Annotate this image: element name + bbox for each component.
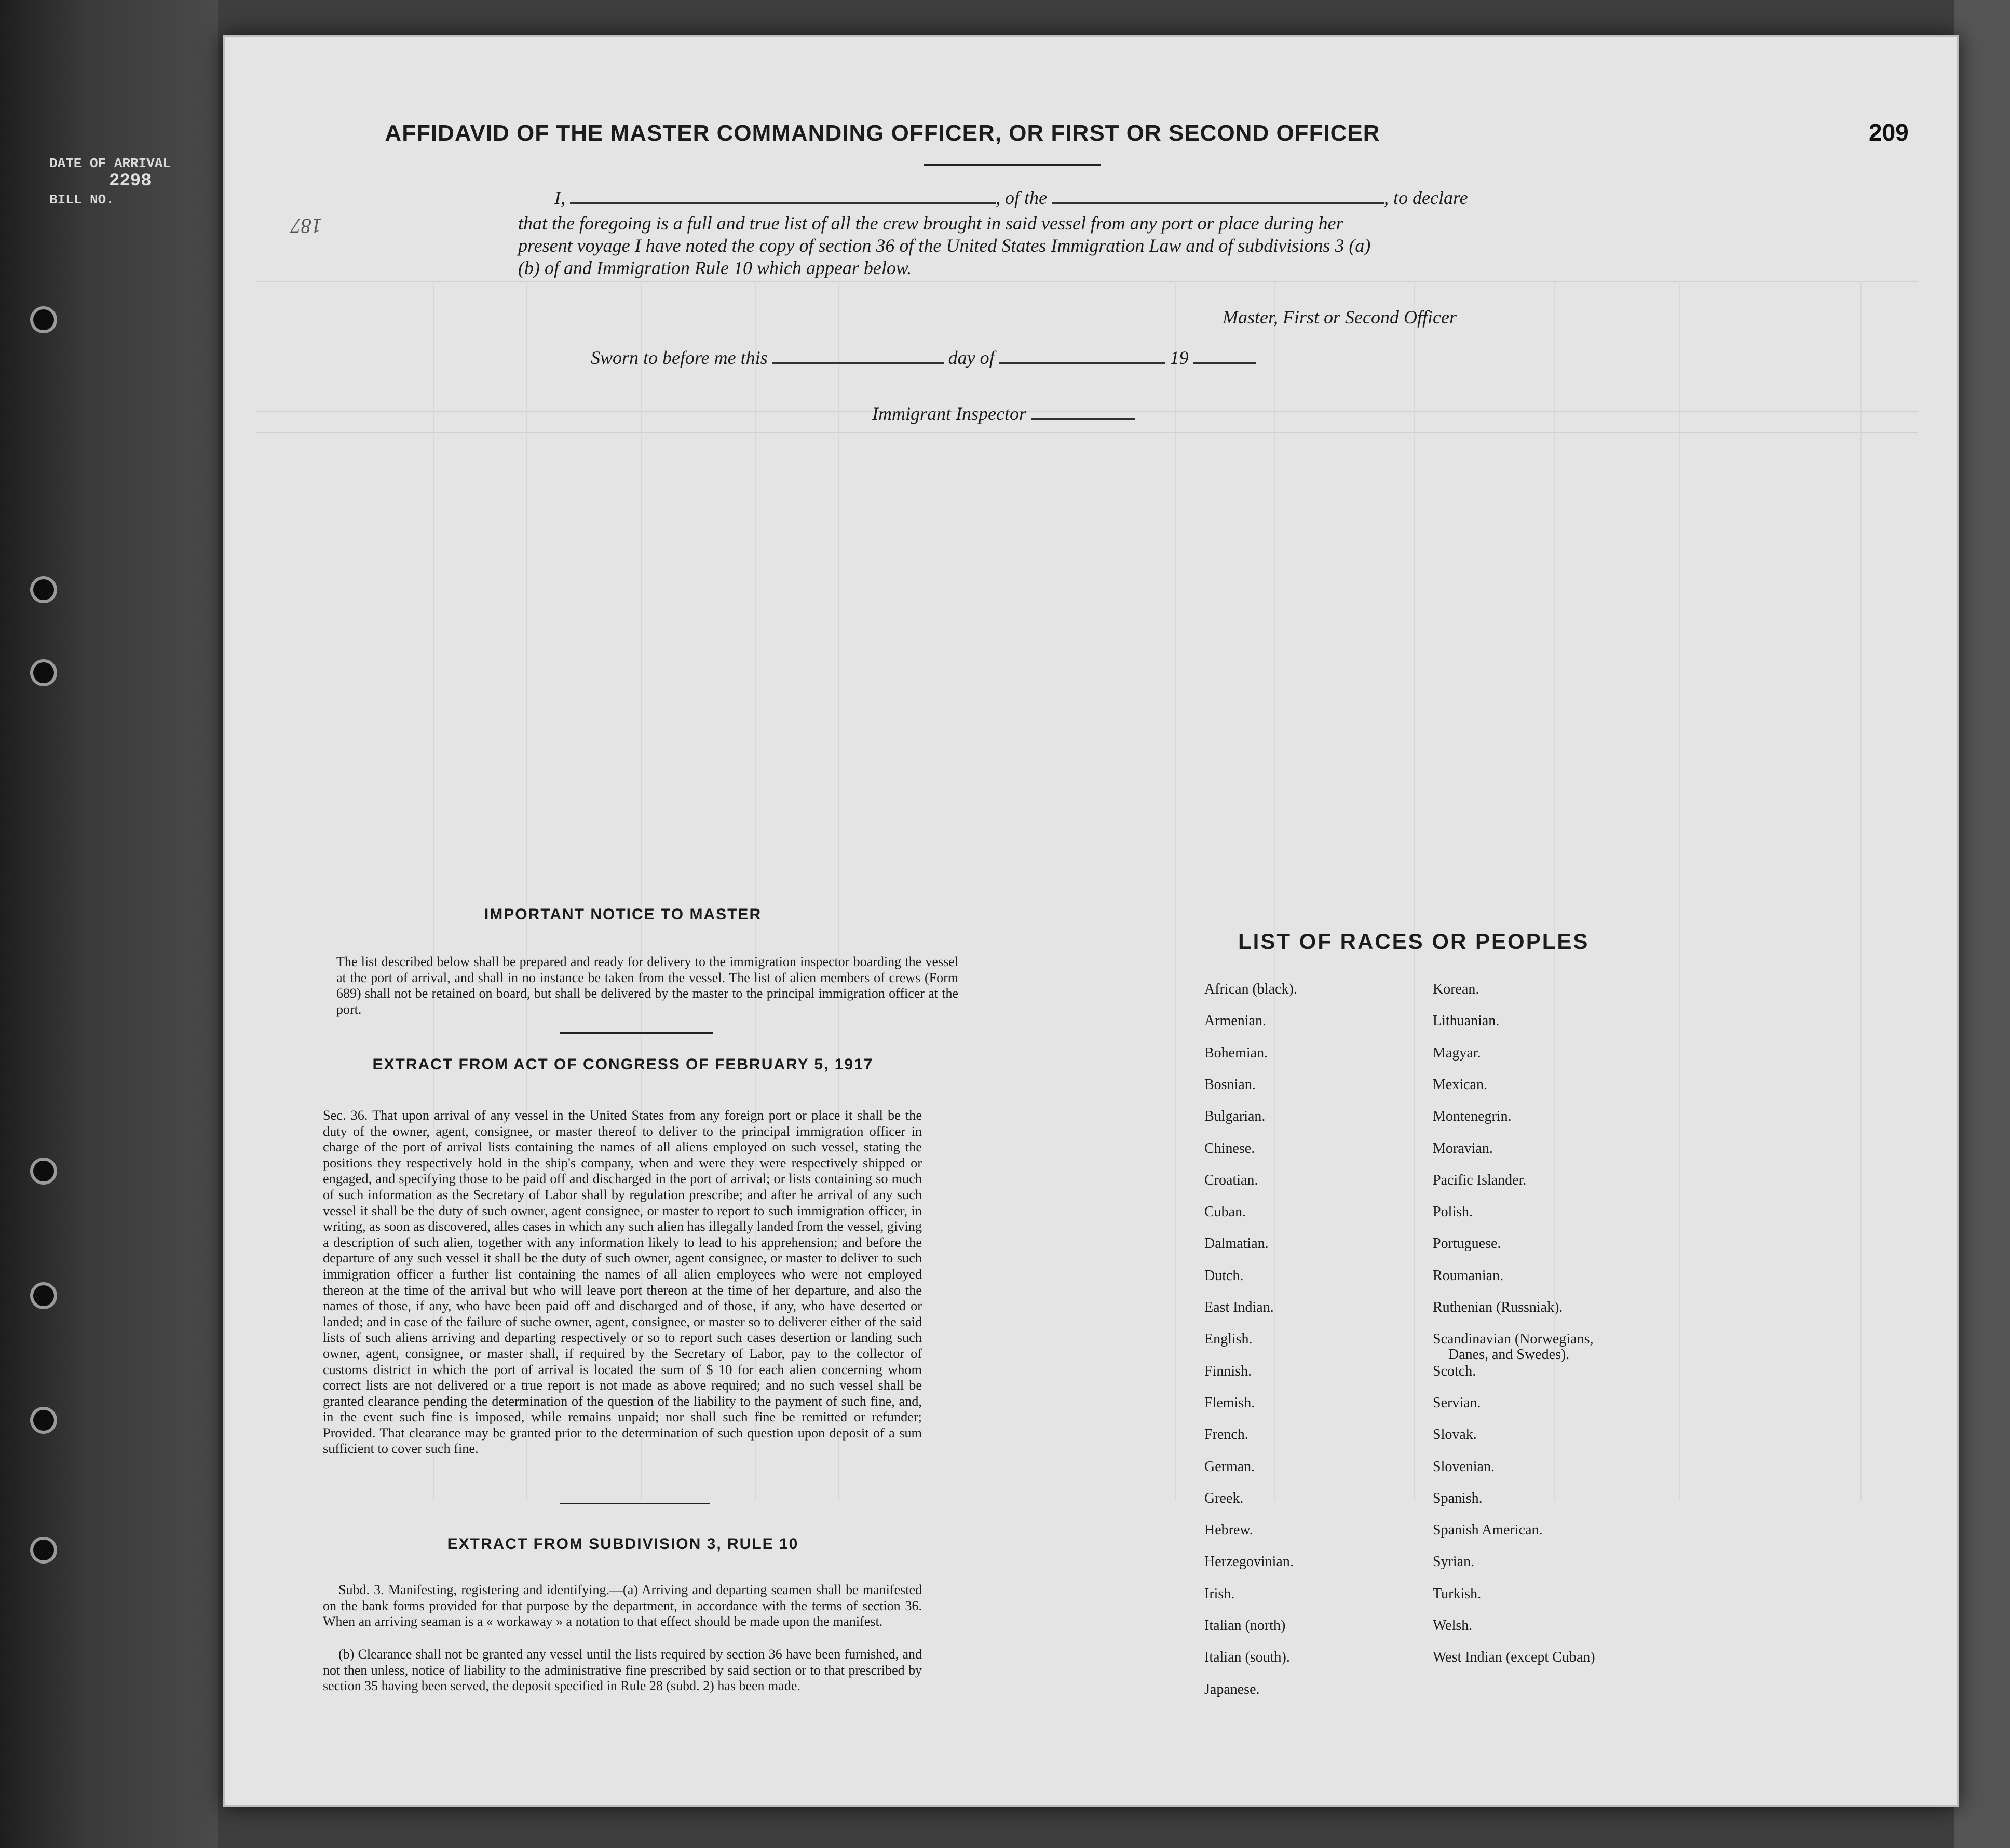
race-item: Armenian. xyxy=(1204,1013,1266,1029)
race-item: English. xyxy=(1204,1331,1253,1348)
race-item: Turkish. xyxy=(1433,1585,1482,1602)
handwritten-number: 187 xyxy=(291,214,322,238)
of-the-label: , of the xyxy=(996,187,1047,208)
inspector-line xyxy=(872,403,1135,425)
race-item: Roumanian. xyxy=(1433,1267,1504,1284)
act-text: Sec. 36. That upon arrival of any vessel in the United States from any foreign port or place it shall be the duty of the owner, agent, consignee, or master thereof to deliver to the principal immigration officer in charge of the port of arrival lists containing the names of all aliens employed on such vessel, stating the positions they respectively hold in the ship's company, when and were they were respectively shipped or engaged, and specifying those to be paid off and discharged in the port of arrival; or lists containing so much of such information as the Secretary of Labor shall by regulation prescribe; and after he arrival of any such vessel it shall be the duty of such owner, agent consignee, or master to report to such immigration officer, in writing, as soon as discovered, alles cases in which any such alien has illegally landed from the vessel, giving a description of such alien, together with any information likely to lead to his apprehension; and before the departure of any such vessel it shall be the duty of such owner, agent consignee, or master to deliver to such immigration officer a further list containing the names of all alien employees who were not employed thereon at the time of the arrival but who will leave port thereon at the time of her departure, and also the names of those, if any, who have been paid off and discharged and of those, if any, who have deserted or landed; and in case of the failure of suche owner, agent, consignee, or master so to deliverer either of the said lists of such aliens arriving and departing respectively or so to report such cases desertion or landing such owner, agent, consignee, or master shall, if required by the Secretary of Labor, pay to the collector of customs district in which the port of arrival is located the sum of $ 10 for each alien concerning whom correct lists are not delivered or a true report is not made as above required; and no such vessel shall be granted clearance pending the determination of the question of the liability to the payment of such fine, and, in the event such fine is imposed, while remains unpaid; nor shall such fine be remitted or refunder; Provided. That clearance may be granted prior to the determination of such question upon deposit of a sum sufficient to cover such fine. xyxy=(323,1108,922,1457)
race-item: Greek. xyxy=(1204,1490,1244,1506)
race-item: Lithuanian. xyxy=(1433,1013,1500,1029)
race-item: Irish. xyxy=(1204,1585,1235,1602)
race-item: Croatian. xyxy=(1204,1172,1258,1188)
side-stamp-line2: 2298 xyxy=(109,171,152,191)
punch-hole xyxy=(30,1158,57,1185)
affidavit-title: AFFIDAVID OF THE MASTER COMMANDING OFFICER, OR FIRST OR SECOND OFFICER xyxy=(385,120,1380,146)
race-item: East Indian. xyxy=(1204,1299,1274,1315)
punch-hole xyxy=(30,306,57,333)
race-item: Danes, and Swedes). xyxy=(1448,1347,1570,1363)
punch-hole xyxy=(30,1537,57,1564)
affidavit-line4: (b) of and Immigration Rule 10 which appear below. xyxy=(518,257,912,278)
year-blank xyxy=(1193,362,1256,364)
bleed-through-line xyxy=(1274,281,1275,1501)
race-item: Ruthenian (Russniak). xyxy=(1433,1299,1563,1315)
race-item: Chinese. xyxy=(1204,1140,1255,1157)
race-item: Portuguese. xyxy=(1433,1235,1501,1252)
i-label: I, xyxy=(554,187,565,208)
race-item: Korean. xyxy=(1433,981,1479,997)
right-edge-strip xyxy=(1954,0,2010,1848)
side-stamp-line3: BILL NO. xyxy=(49,192,114,208)
race-item: Montenegrin. xyxy=(1433,1108,1512,1125)
race-item: Cuban. xyxy=(1204,1204,1246,1220)
race-item: Magyar. xyxy=(1433,1044,1481,1061)
to-declare-label: , to declare xyxy=(1383,187,1468,208)
race-item: Spanish American. xyxy=(1433,1522,1543,1539)
race-item: African (black). xyxy=(1204,981,1297,997)
month-blank xyxy=(999,362,1165,364)
race-item: Hebrew. xyxy=(1204,1522,1253,1539)
race-item: Scotch. xyxy=(1433,1363,1476,1379)
notice-text: The list described below shall be prepared and ready for delivery to the immigration inspector boarding the vessel at the port of arrival, and shall in no instance be taken from the vessel. The list of alien members of crews (Form 689) shall not be retained on board, but shall be delivered by the master to the principal immigration officer at the port. xyxy=(336,954,958,1017)
races-heading: LIST OF RACES OR PEOPLES xyxy=(1238,929,1590,954)
race-item: Pacific Islander. xyxy=(1433,1172,1527,1188)
race-item: Slovak. xyxy=(1433,1426,1477,1443)
race-item: Italian (north) xyxy=(1204,1618,1286,1634)
bleed-through-line xyxy=(1679,281,1680,1501)
race-item: Mexican. xyxy=(1433,1076,1487,1093)
race-item: Herzegovinian. xyxy=(1204,1554,1294,1570)
bleed-through-line xyxy=(1554,281,1555,1501)
punch-hole xyxy=(30,1282,57,1309)
bleed-through-line xyxy=(1175,281,1176,1501)
affidavit-line2: that the foregoing is a full and true list of all the crew brought in said vessel from any port or place during her xyxy=(518,213,1343,234)
sworn-line xyxy=(591,347,1256,369)
race-item: Finnish. xyxy=(1204,1363,1252,1379)
race-item: Dalmatian. xyxy=(1204,1235,1269,1252)
sworn-label: Sworn to before me this xyxy=(591,347,768,368)
bleed-through-line xyxy=(256,281,1918,282)
section-rule xyxy=(560,1503,710,1504)
rule-heading: EXTRACT FROM SUBDIVISION 3, RULE 10 xyxy=(447,1536,799,1553)
punch-hole xyxy=(30,1407,57,1434)
rule-para1: Subd. 3. Manifesting, registering and identifying.—(a) Arriving and departing seamen shall be manifested on the bank forms provided for that purpose by the department, in accordance with the terms of section 36. When an arriving seaman is a « workaway » a notation to that effect should be made upon the manifest. xyxy=(323,1582,922,1629)
race-item: Dutch. xyxy=(1204,1267,1244,1284)
bleed-through-line xyxy=(1414,281,1415,1501)
section-rule xyxy=(560,1032,713,1034)
act-heading: EXTRACT FROM ACT OF CONGRESS OF FEBRUARY 5, 1917 xyxy=(372,1056,874,1073)
name-blank xyxy=(570,202,996,204)
race-item: Bohemian. xyxy=(1204,1044,1268,1061)
affidavit-line3: present voyage I have noted the copy of section 36 of the United States Immigration Law and of subdivisions 3 (a) xyxy=(518,235,1371,256)
year-label: 19 xyxy=(1170,347,1189,368)
inspector-label: Immigrant Inspector xyxy=(872,403,1026,424)
race-item: Welsh. xyxy=(1433,1618,1473,1634)
master-signature-label: Master, First or Second Officer xyxy=(1223,307,1457,328)
notice-heading: IMPORTANT NOTICE TO MASTER xyxy=(484,906,762,923)
race-item: Bulgarian. xyxy=(1204,1108,1266,1125)
day-of-label: day of xyxy=(948,347,995,368)
race-item: Slovenian. xyxy=(1433,1458,1495,1475)
race-item: French. xyxy=(1204,1426,1248,1443)
race-item: Spanish. xyxy=(1433,1490,1483,1506)
race-item: German. xyxy=(1204,1458,1255,1475)
day-blank xyxy=(772,362,944,364)
binder-edge xyxy=(0,0,218,1848)
race-item: Flemish. xyxy=(1204,1394,1255,1411)
affidavit-line1 xyxy=(554,187,1468,209)
side-stamp-line1: DATE OF ARRIVAL xyxy=(49,156,171,171)
race-item: Scandinavian (Norwegians, xyxy=(1433,1331,1594,1348)
bleed-through-line xyxy=(256,432,1918,433)
punch-hole xyxy=(30,576,57,603)
race-item: Moravian. xyxy=(1433,1140,1493,1157)
race-item: Bosnian. xyxy=(1204,1076,1256,1093)
race-item: Japanese. xyxy=(1204,1681,1260,1697)
race-item: West Indian (except Cuban) xyxy=(1433,1649,1595,1666)
rule-para2: (b) Clearance shall not be granted any vessel until the lists required by section 36 have been furnished, and not then unless, notice of liability to the administrative fine prescribed by said section or to that prescribed by section 35 having been served, the deposit specified in Rule 28 (subd. 2) has been made. xyxy=(323,1647,922,1693)
race-item: Italian (south). xyxy=(1204,1649,1290,1666)
title-rule xyxy=(924,164,1101,166)
race-item: Servian. xyxy=(1433,1394,1481,1411)
race-item: Polish. xyxy=(1433,1204,1473,1220)
inspector-blank xyxy=(1031,418,1135,420)
punch-hole xyxy=(30,659,57,686)
race-item: Syrian. xyxy=(1433,1554,1475,1570)
vessel-blank xyxy=(1052,202,1384,204)
bleed-through-line xyxy=(1860,281,1862,1501)
page-number: 209 xyxy=(1869,119,1909,146)
